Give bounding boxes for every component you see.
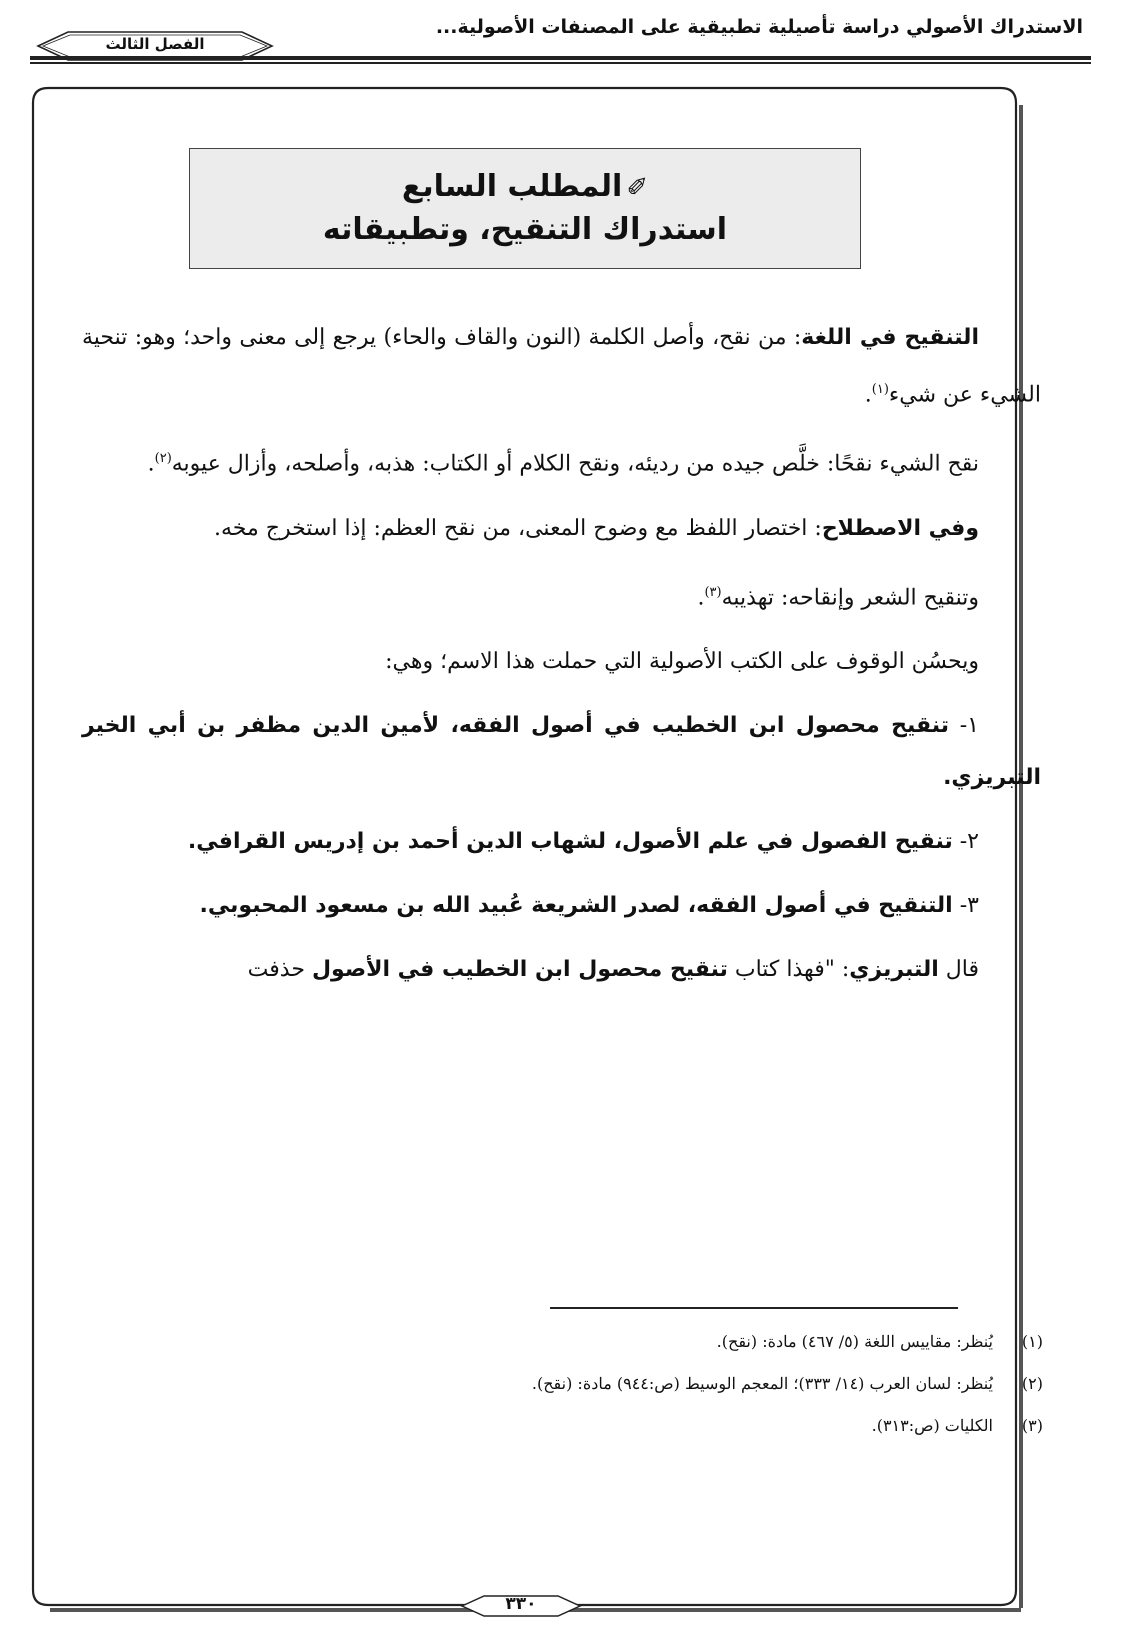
paragraph-text: نقح الشيء نقحًا: خلَّص جيده من رديئه، ونقح الكلام أو الكتاب: هذبه، وأصلحه، وأزال عيوبه [171,451,979,477]
item-author: ، لشهاب الدين أحمد بن إدريس القرافي. [187,828,622,854]
footnote-ref[interactable]: (٣) [704,584,722,600]
list-item [82,880,1041,932]
paragraph-text: : من نقح، وأصل الكلمة (النون والقاف والحاء) يرجع إلى معنى واحد؛ وهو: تنحية الشيء عن شيء [82,325,1041,408]
paragraph: وتنقيح الشعر وإنقاحه: تهذيبه$^{(٣)}$. [697,584,979,610]
book-title: الاستدراك الأصولي دراسة تأصيلية تطبيقية على المصنفات الأصولية... [435,16,1083,38]
chapter-label: الفصل الثالث [105,35,205,53]
footnote [82,1372,1043,1396]
term-heading: وفي الاصطلاح [821,515,979,541]
paragraph [82,944,1041,996]
book-title-bold: تنقيح الفصول في علم الأصول [622,828,953,854]
paragraph: نقح الشيء نقحًا: خلَّص جيده من رديئه، ونقح الكلام أو الكتاب: هذبه، وأصلحه، وأزال عيوبه$^{(٢)}$. [147,451,979,477]
item-number: ٢- [952,828,979,854]
item-author: ، لصدر الشريعة عُبيد الله بن مسعود المحبوبي. [199,892,697,918]
section-title-box [189,148,861,269]
item-number: ١- [949,712,979,738]
book-title-bold: تنقيح محصول ابن الخطيب في أصول الفقه [458,712,950,738]
page-number-tab [458,1593,584,1619]
footnote-number: (٣) [1021,1416,1043,1435]
footnote-separator [550,1307,958,1309]
section-title: المطلب السابع [401,169,623,204]
paragraph-text: حذفت [247,956,312,982]
author-name: التبريزي [849,956,939,982]
term-heading: التنقيح في اللغة [801,325,979,350]
paragraph-text: ويحسُن الوقوف على الكتب الأصولية التي حملت هذا الاسم؛ وهي: [385,648,979,674]
page-number: ٣٣٠ [505,1594,537,1614]
section-subtitle: استدراك التنقيح، وتطبيقاته [322,211,728,247]
paragraph-text: : "فهذا كتاب [727,956,850,982]
paragraph: التنقيح في اللغة: من نقح، وأصل الكلمة (النون والقاف والحاء) يرجع إلى معنى واحد؛ وهو: تنحية الشيء عن شيء$^{(١)}$. [82,325,1041,408]
paragraph-text: وتنقيح الشعر وإنقاحه: تهذيبه [721,584,979,610]
footnote [82,1414,1043,1438]
pencil-icon: ✐ [626,172,649,203]
paragraph-text: : اختصار اللفظ مع وضوح المعنى، من نقح العظم: إذا استخرج مخه. [214,515,822,541]
footnote-number: (٢) [1021,1374,1043,1393]
footnote-text: يُنظر: مقاييس اللغة (٥/ ٤٦٧) مادة: (نقح). [716,1332,993,1351]
footnotes [82,1330,1043,1456]
footnote-ref[interactable]: (٢) [154,451,172,467]
footnote-number: (١) [1021,1332,1043,1351]
footnote-text: الكليات (ص:٣١٣). [871,1416,993,1435]
footnote [82,1330,1043,1354]
paragraph [82,636,1041,688]
item-author: ، لأمين الدين مظفر بن أبي الخير التبريزي. [82,712,1041,790]
list-item [82,700,1041,804]
footnote-ref[interactable]: (١) [871,382,889,397]
paragraph-text: قال [938,956,979,982]
paragraph [82,503,1041,555]
list-item [82,816,1041,868]
item-number: ٣- [952,892,979,918]
body-text [82,312,1041,996]
book-title-bold: تنقيح محصول ابن الخطيب في الأصول [311,956,728,982]
book-title-bold: التنقيح في أصول الفقه [696,892,953,918]
footnote-text: يُنظر: لسان العرب (١٤/ ٣٣٣)؛ المعجم الوسيط (ص:٩٤٤) مادة: (نقح). [531,1374,993,1393]
